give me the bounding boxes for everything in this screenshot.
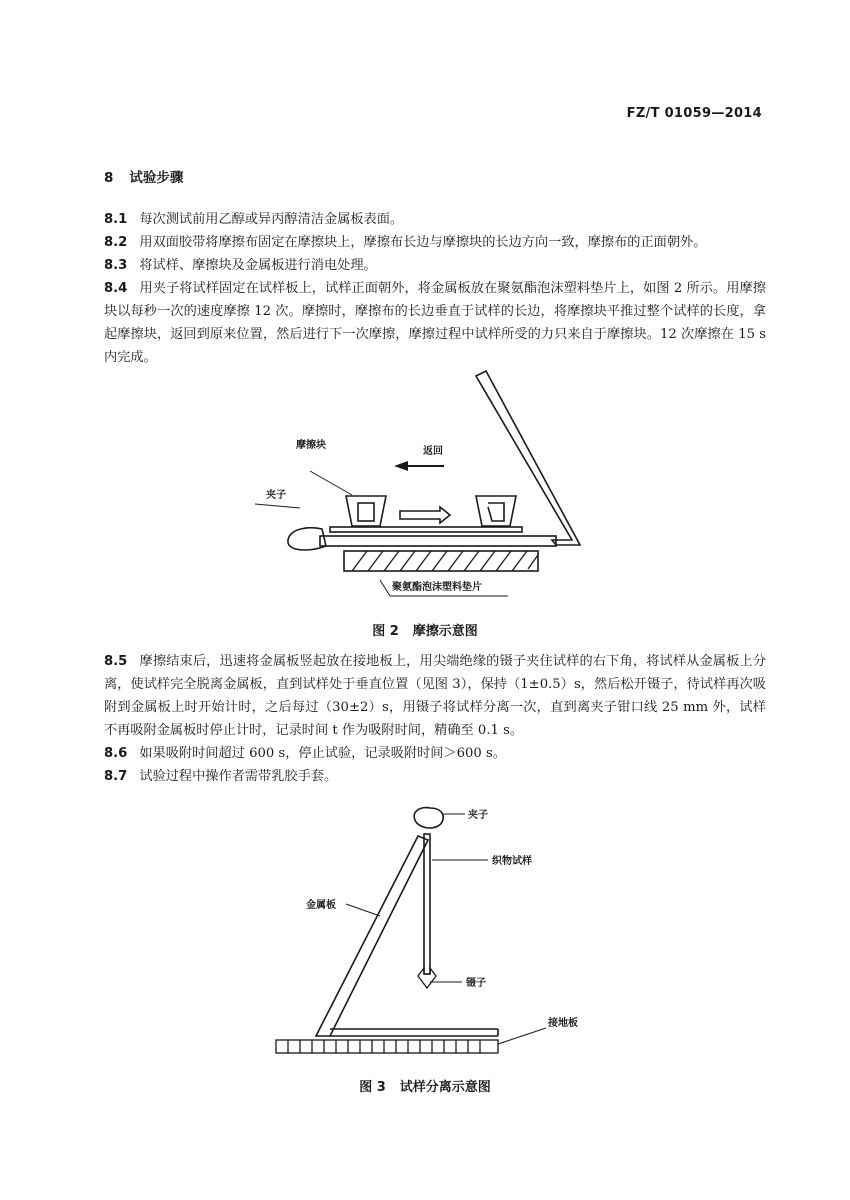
clause-number: 8.6 <box>104 746 128 761</box>
clause-text: 用双面胶带将摩擦布固定在摩擦块上，摩擦布长边与摩擦块的长边方向一致，摩擦布的正面朝外。 <box>139 235 707 250</box>
figure-3-caption <box>0 1076 850 1095</box>
clause-8-4 <box>104 277 766 369</box>
clause-number: 8.3 <box>104 258 128 273</box>
clause-number: 8.7 <box>104 769 128 784</box>
figure-2-caption <box>0 620 850 639</box>
push-arrow-icon <box>400 507 450 523</box>
ground-plate <box>276 1040 498 1053</box>
clause-list-upper <box>104 208 766 369</box>
foam-hatching <box>352 551 538 571</box>
label-clip: 夹子 <box>468 810 488 821</box>
metal-plate <box>320 536 556 546</box>
label-return: 返回 <box>423 446 443 457</box>
clause-number: 8.4 <box>104 281 128 296</box>
clause-text: 摩擦结束后，迅速将金属板竖起放在接地板上，用尖端绝缘的镊子夹住试样的右下角，将试样从金属板上分离，使试样完全脱离金属板，直到试样处于垂直位置（见图 3），保持（1±0.5）s，然后松开镊子，待试样再次吸附到金属板上时开始计时，之后每过（30±2）s，用镊子将试样分离一次，直到离夹子钳口线 25 mm 外，试样不再吸附金属板时停止计时，记录时间 t 作为吸附时间，精确至 0.1 s。 <box>104 654 766 738</box>
clause-8-6 <box>104 742 766 765</box>
clause-number: 8.2 <box>104 235 128 250</box>
label-ground-plate: 接地板 <box>548 1018 578 1029</box>
label-tweezers: 镊子 <box>466 978 486 989</box>
standard-code: FZ/T 01059—2014 <box>626 106 762 121</box>
clause-8-3 <box>104 254 766 277</box>
clause-8-1 <box>104 208 766 231</box>
clause-list-lower <box>104 650 766 788</box>
figure-3-diagram <box>260 800 600 1062</box>
label-clip: 夹子 <box>266 490 286 501</box>
label-metal-plate: 金属板 <box>306 900 336 911</box>
label-foam-pad: 聚氨酯泡沫塑料垫片 <box>392 582 482 593</box>
clause-8-7 <box>104 765 766 788</box>
clause-number: 8.5 <box>104 654 128 669</box>
section-title-text: 试验步骤 <box>129 170 184 186</box>
fabric-sample <box>330 527 522 532</box>
section-heading <box>104 166 183 186</box>
clause-number: 8.1 <box>104 212 128 227</box>
clause-text: 将试样、摩擦块及金属板进行消电处理。 <box>139 258 377 273</box>
clause-8-2 <box>104 231 766 254</box>
label-fabric-sample: 织物试样 <box>492 856 532 867</box>
label-rubbing-block: 摩擦块 <box>296 440 326 451</box>
clause-text: 试验过程中操作者需带乳胶手套。 <box>139 769 338 784</box>
figure-title: 摩擦示意图 <box>412 624 478 639</box>
clause-text: 每次测试前用乙醇或异丙醇清洁金属板表面。 <box>139 212 404 227</box>
fabric-sample <box>424 834 430 974</box>
return-arrow-icon <box>394 461 444 471</box>
clause-8-5 <box>104 650 766 742</box>
clip-shape <box>414 808 443 828</box>
figure-number: 图 3 <box>359 1080 386 1095</box>
figure-title: 试样分离示意图 <box>399 1080 491 1095</box>
metal-plate <box>316 836 428 1036</box>
figure-2-diagram <box>230 368 610 608</box>
figure-number: 图 2 <box>372 624 399 639</box>
clause-text: 如果吸附时间超过 600 s，停止试验，记录吸附时间＞600 s。 <box>139 746 506 761</box>
section-number: 8 <box>104 170 114 186</box>
tweezers-arrow-icon <box>418 968 436 988</box>
clause-text: 用夹子将试样固定在试样板上，试样正面朝外，将金属板放在聚氨酯泡沫塑料垫片上，如图 2 所示。用摩擦块以每秒一次的速度摩擦 12 次。摩擦时，摩擦布的长边垂直于试样的长边，将摩擦块平推过整个试样的长度，拿起摩擦块，返回到原来位置，然后进行下一次摩擦，摩擦过程中试样所受的力只来自于摩擦块。12 次摩擦在 15 s 内完成。 <box>104 281 766 365</box>
